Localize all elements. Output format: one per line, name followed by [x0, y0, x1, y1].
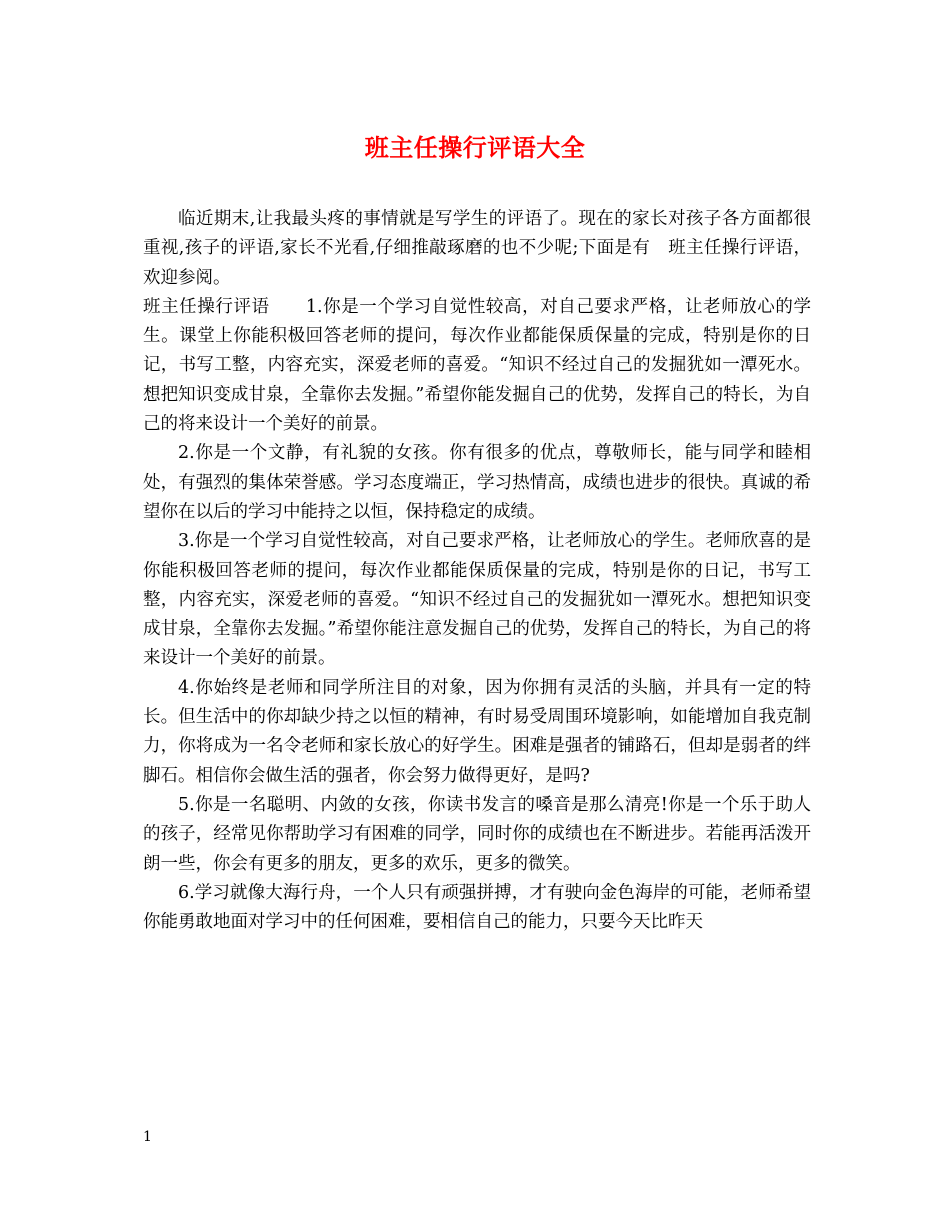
paragraph-comment-5: 5.你是一名聪明、内敛的女孩，你读书发言的嗓音是那么清亮!你是一个乐于助人的孩子，经常见你帮助学习有困难的同学，同时你的成绩也在不断进步。若能再活泼开朗一些，你会有更多的朋友，更多的欢乐，更多的微笑。: [143, 794, 811, 874]
paragraph-comment-6: 6.学习就像大海行舟，一个人只有顽强拼搏，才有驶向金色海岸的可能，老师希望你能勇敢地面对学习中的任何困难，要相信自己的能力，只要今天比昨天: [143, 882, 811, 933]
document-title: 班主任操行评语大全: [364, 133, 586, 162]
paragraph-comment-3: 3.你是一个学习自觉性较高，对自己要求严格，让老师放心的学生。老师欣喜的是你能积极回答老师的提问，每次作业都能保质保量的完成，特别是你的日记，书写工整，内容充实，深爱老师的喜爱。“知识不经过自己的发掘犹如一潭死水。想把知识变成甘泉，全靠你去发掘。”希望你能注意发掘自己的优势，发挥自己的特长，为自己的将来设计一个美好的前景。: [143, 531, 811, 669]
paragraph-comment-4: 4.你始终是老师和同学所注目的对象，因为你拥有灵活的头脑，并具有一定的特长。但生活中的你却缺少持之以恒的精神，有时易受周围环境影响，如能增加自我克制力，你将成为一名令老师和家长放心的好学生。困难是强者的铺路石，但却是弱者的绊脚石。相信你会做生活的强者，你会努力做得更好，是吗?: [143, 677, 811, 786]
paragraph-intro: 临近期末,让我最头疼的事情就是写学生的评语了。现在的家长对孩子各方面都很重视,孩子的评语,家长不光看,仔细推敲琢磨的也不少呢;下面是有 班主任操行评语，欢迎参阅。: [143, 209, 811, 288]
document-body: [143, 205, 811, 937]
page-number: 1: [143, 1129, 152, 1145]
paragraph-comment-2: 2.你是一个文静，有礼貌的女孩。你有很多的优点，尊敬师长，能与同学和睦相处，有强烈的集体荣誉感。学习态度端正，学习热情高，成绩也进步的很快。真诚的希望你在以后的学习中能持之以恒，保持稳定的成绩。: [143, 443, 811, 522]
paragraph-comment-1: 班主任操行评语 1.你是一个学习自觉性较高，对自己要求严格，让老师放心的学生。课堂上你能积极回答老师的提问，每次作业都能保质保量的完成，特别是你的日记，书写工整，内容充实，深爱老师的喜爱。“知识不经过自己的发掘犹如一潭死水。想把知识变成甘泉，全靠你去发掘。”希望你能发掘自己的优势，发挥自己的特长，为自己的将来设计一个美好的前景。: [143, 296, 811, 435]
